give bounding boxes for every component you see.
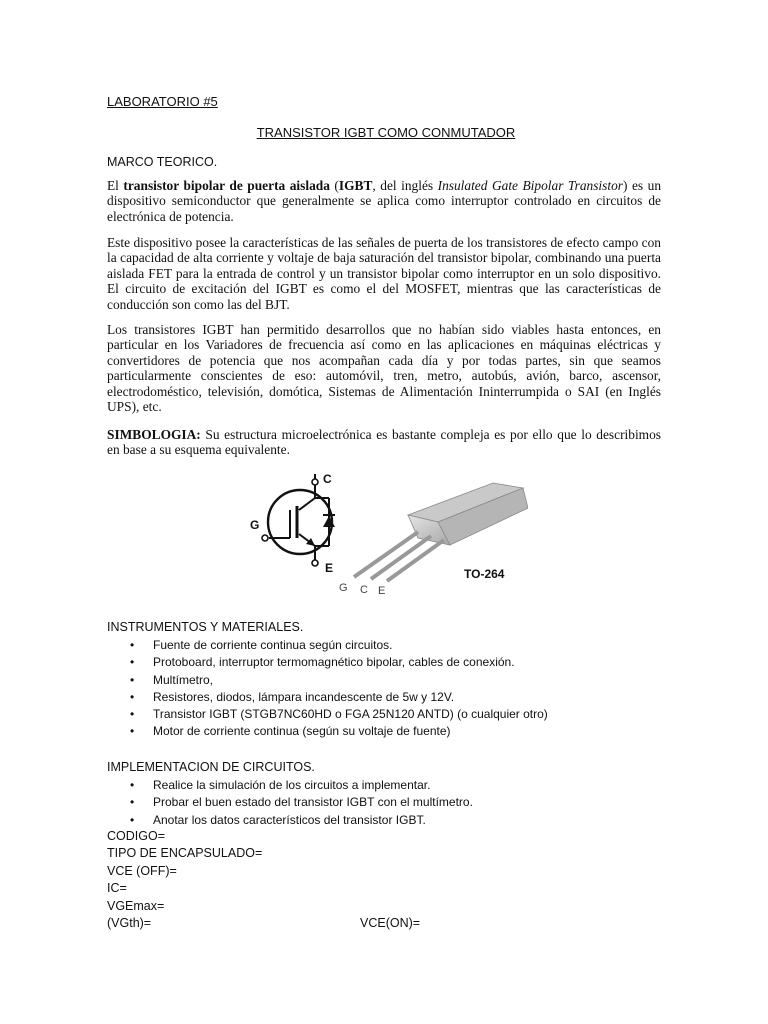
data-fields — [107, 828, 262, 932]
list-item: • Probar el buen estado del transistor IGBT con el multímetro. — [130, 795, 473, 810]
pin-e-label: E — [378, 585, 386, 597]
instrumentos-list — [107, 637, 548, 741]
paragraph-simbologia: SIMBOLOGIA: Su estructura microelectrónica es bastante compleja es por ello que lo describimos en base a su esquema equivalente. — [107, 427, 661, 458]
field-vgth: (VGth)= — [107, 916, 152, 931]
emitter-label: E — [325, 561, 334, 575]
implementacion-list — [107, 777, 473, 829]
gate-label: G — [250, 518, 260, 532]
field-encapsulado: TIPO DE ENCAPSULADO= — [107, 846, 263, 861]
implementacion-heading: IMPLEMENTACION DE CIRCUITOS. — [107, 760, 315, 774]
field-vce-on: VCE(ON)= — [360, 916, 421, 930]
paragraph-definition: El transistor bipolar de puerta aislada (IGBT, del inglés Insulated Gate Bipolar Transistor) es un dispositivo semiconductor que generalmente se aplica como interruptor controlado en circuitos de electrónica de potencia. — [107, 178, 662, 224]
instrumentos-heading: INSTRUMENTOS Y MATERIALES. — [107, 620, 304, 634]
list-item: • Resistores, diodos, lámpara incandescente de 5w y 12V. — [130, 689, 455, 704]
paragraph-characteristics: Este dispositivo posee la características de las señales de puerta de los transistores de efecto campo con la capacidad de alta corriente y voltaje de baja saturación del transistor bipolar, combinando una puerta aislada FET para la entrada de control y un transistor bipolar como interruptor en un solo dispositivo. El circuito de excitación del IGBT es como el del MOSFET, mientras que las características de conducción son como las del BJT. — [107, 235, 661, 312]
field-codigo: CODIGO= — [107, 829, 165, 843]
list-item: • Motor de corriente continua (según su voltaje de fuente) — [130, 724, 451, 739]
pin-g-label: G — [339, 582, 348, 594]
list-item: • Fuente de corriente continua según circuitos. — [130, 638, 393, 652]
lab-title: LABORATORIO #5 — [107, 94, 218, 109]
collector-label: C — [323, 472, 332, 486]
list-item: • Transistor IGBT (STGB7NC60HD o FGA 25N120 ANTD) (o cualquier otro) — [130, 707, 548, 722]
list-item: • Multímetro, — [130, 672, 214, 687]
list-item: • Protoboard, interruptor termomagnético bipolar, cables de conexión. — [130, 655, 515, 670]
list-item: • Realice la simulación de los circuitos a implementar. — [130, 778, 431, 792]
field-vce-off: VCE (OFF)= — [107, 863, 177, 878]
list-item: • Anotar los datos característicos del transistor IGBT. — [130, 812, 426, 827]
field-ic: IC= — [107, 881, 127, 896]
field-vgemax: VGEmax= — [107, 898, 165, 913]
marco-teorico-heading: MARCO TEORICO. — [107, 155, 218, 169]
document-title: TRANSISTOR IGBT COMO CONMUTADOR — [256, 125, 516, 140]
pin-c-label: C — [360, 584, 368, 596]
paragraph-applications: Los transistores IGBT han permitido desarrollos que no habían sido viables hasta entonces, en particular en los Variadores de frecuencia así como en las aplicaciones en máquinas eléctricas y convertidores de potencia que nos acompañan cada día y por todas partes, sin que seamos particularmente conscientes de eso: automóvil, tren, metro, autobús, avión, barco, ascensor, electrodoméstico, televisión, domótica, Sistemas de Alimentación Ininterrumpida o SAI (en Inglés UPS), etc. — [107, 322, 661, 415]
package-name-label: TO-264 — [464, 567, 505, 581]
